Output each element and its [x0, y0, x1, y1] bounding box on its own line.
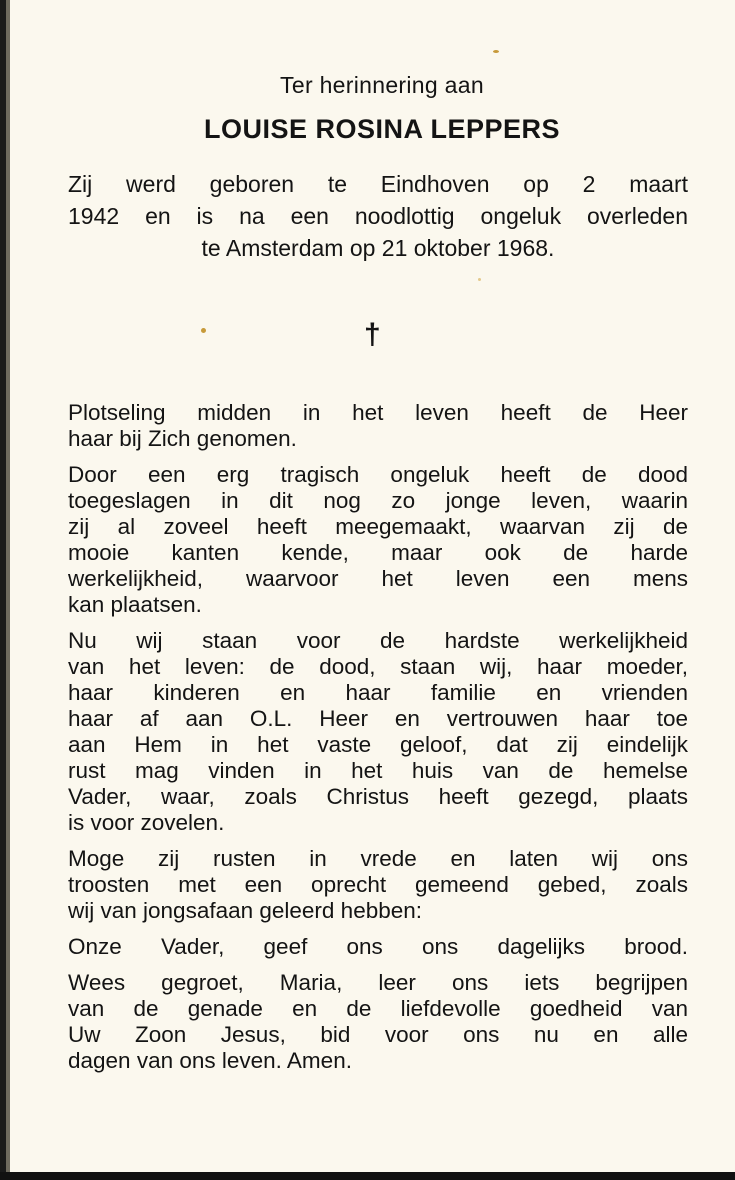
intro-line: Ter herinnering aan [280, 72, 484, 98]
text-line: Vader, waar, zoals Christus heeft gezegd, plaats [68, 784, 688, 809]
text-line: van de genade en de liefdevolle goedheid van [68, 996, 688, 1021]
text-line: Door een erg tragisch ongeluk heeft de dood [68, 462, 688, 487]
text-line: haar af aan O.L. Heer en vertrouwen haar toe [68, 706, 688, 731]
birth-death-details [68, 168, 688, 264]
text-line: dagen van ons leven. Amen. [68, 1048, 352, 1073]
memorial-text [68, 400, 688, 1084]
text-line: Wees gegroet, Maria, leer ons iets begrijpen [68, 970, 688, 995]
text-line: zij al zoveel heeft meegemaakt, waarvan zij de [68, 514, 688, 539]
paragraph [68, 400, 688, 452]
text-line: werkelijkheid, waarvoor het leven een mens [68, 566, 688, 591]
birth-line: te Amsterdam op 21 oktober 1968. [201, 235, 555, 261]
paragraph [68, 462, 688, 618]
text-line: van het leven: de dood, staan wij, haar moeder, [68, 654, 688, 679]
paper-speck [478, 278, 481, 281]
text-line: mooie kanten kende, maar ook de harde [68, 540, 688, 565]
text-line: is voor zovelen. [68, 810, 225, 835]
text-line: Moge zij rusten in vrede en laten wij ons [68, 846, 688, 871]
text-line: troosten met een oprecht gemeend gebed, zoals [68, 872, 688, 897]
text-line: haar bij Zich genomen. [68, 426, 297, 451]
paragraph [68, 628, 688, 836]
deceased-name: LOUISE ROSINA LEPPERS [203, 114, 561, 144]
text-line: Uw Zoon Jesus, bid voor ons nu en alle [68, 1022, 688, 1047]
text-line: Nu wij staan voor de hardste werkelijkheid [68, 628, 688, 653]
birth-line: 1942 en is na een noodlottig ongeluk overleden [68, 203, 688, 229]
memorial-card [6, 0, 735, 1172]
paragraph [68, 846, 688, 924]
card-edge [0, 1172, 735, 1180]
text-line: Plotseling midden in het leven heeft de Heer [68, 400, 688, 425]
text-line: kan plaatsen. [68, 592, 202, 617]
text-line: rust mag vinden in het huis van de hemelse [68, 758, 688, 783]
paper-speck [201, 328, 206, 333]
paragraph [68, 970, 688, 1074]
text-line: aan Hem in het vaste geloof, dat zij eindelijk [68, 732, 688, 757]
text-line: haar kinderen en haar familie en vrienden [68, 680, 688, 705]
text-line: toegeslagen in dit nog zo jonge leven, waarin [68, 488, 688, 513]
text-line: Onze Vader, geef ons ons dagelijks brood. [68, 934, 688, 959]
paragraph [68, 934, 688, 960]
cross-icon: † [364, 318, 381, 351]
paper-speck [493, 50, 499, 53]
birth-line: Zij werd geboren te Eindhoven op 2 maart [68, 171, 688, 197]
text-line: wij van jongsafaan geleerd hebben: [68, 898, 423, 923]
